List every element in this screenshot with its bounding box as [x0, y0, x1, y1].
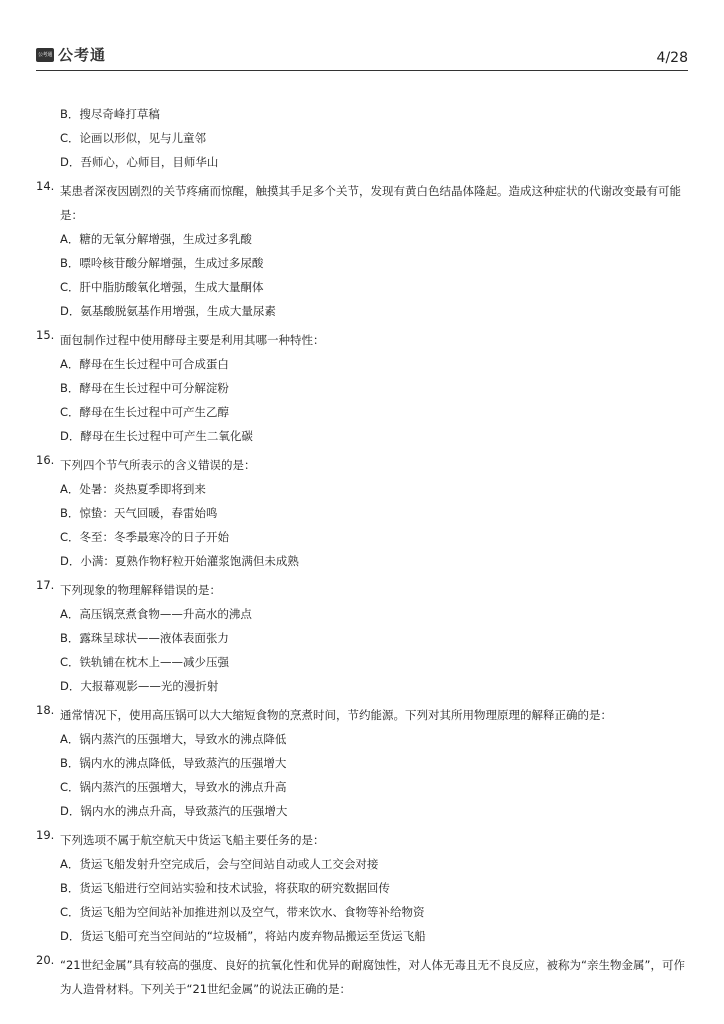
page-number: 4/28 [656, 50, 688, 66]
option-d: D．吾师心，心师目，目师华山 [60, 155, 219, 169]
option-a: A．锅内蒸汽的压强增大，导致水的沸点降低 [60, 732, 287, 746]
question-19 [36, 828, 694, 948]
logo-badge-icon: 公考通 [36, 48, 54, 62]
question-17 [36, 578, 694, 698]
option-c: C．铁轨铺在枕木上——减少压强 [60, 655, 230, 669]
option-c: C．锅内蒸汽的压强增大，导致水的沸点升高 [60, 780, 287, 794]
question-15 [36, 328, 694, 448]
question-stem [36, 828, 694, 852]
question-number: 19. [36, 828, 55, 842]
option-a: A．货运飞船发射升空完成后，会与空间站自动或人工交会对接 [60, 857, 379, 871]
question-16 [36, 453, 694, 573]
option-b: B．露珠呈球状——液体表面张力 [60, 631, 229, 645]
option-b: B．锅内水的沸点降低，导致蒸汽的压强增大 [60, 756, 287, 770]
option-c: C．肝中脂肪酸氧化增强，生成大量酮体 [60, 280, 264, 294]
option-a: A．糖的无氧分解增强，生成过多乳酸 [60, 232, 252, 246]
option-b: B．搜尽奇峰打草稿 [60, 107, 160, 121]
option-d: D．氨基酸脱氨基作用增强，生成大量尿素 [60, 304, 276, 318]
question-text: 通常情况下，使用高压锅可以大大缩短食物的烹煮时间，节约能源。下列对其所用物理原理的解释正确的是： [60, 708, 612, 722]
question-text: “21世纪金属”具有较高的强度、良好的抗氧化性和优异的耐腐蚀性，对人体无毒且无不良反应，被称为“亲生物金属”，可作为人造骨材料。下列关于“21世纪金属”的说法正确的是： [60, 958, 685, 996]
option-b: B．货运飞船进行空间站实验和技术试验，将获取的研究数据回传 [60, 881, 390, 895]
option-b: B．惊蛰：天气回暖，春雷始鸣 [60, 506, 218, 520]
question-stem [36, 703, 694, 727]
option-d: D．小满：夏熟作物籽粒开始灌浆饱满但未成熟 [60, 554, 299, 568]
question-number: 16. [36, 453, 55, 467]
question-20 [36, 953, 694, 1001]
question-number: 18. [36, 703, 55, 717]
option-c: C．货运飞船为空间站补加推进剂以及空气，带来饮水、食物等补给物资 [60, 905, 425, 919]
option-d: D．酵母在生长过程中可产生二氧化碳 [60, 429, 253, 443]
option-a: A．高压锅烹煮食物——升高水的沸点 [60, 607, 252, 621]
page-header [36, 44, 688, 71]
question-number: 15. [36, 328, 55, 342]
question-number: 14. [36, 179, 55, 193]
option-d: D．货运飞船可充当空间站的“垃圾桶”，将站内废弃物品搬运至货运飞船 [60, 929, 426, 943]
logo-text: 公考通 [58, 46, 107, 64]
question-number: 20. [36, 953, 55, 967]
question-number: 17. [36, 578, 55, 592]
option-b: B．酵母在生长过程中可分解淀粉 [60, 381, 229, 395]
question-14 [36, 179, 694, 323]
question-text: 某患者深夜因剧烈的关节疼痛而惊醒，触摸其手足多个关节，发现有黄白色结晶体隆起。造成这种症状的代谢改变最有可能是： [60, 184, 681, 222]
option-d: D．大报幕观影——光的漫折射 [60, 679, 219, 693]
option-d: D．锅内水的沸点升高，导致蒸汽的压强增大 [60, 804, 288, 818]
question-stem [36, 453, 694, 477]
question-stem [36, 578, 694, 602]
option-c: C．酵母在生长过程中可产生乙醇 [60, 405, 230, 419]
question-text: 下列现象的物理解释错误的是： [60, 583, 221, 597]
question-text: 下列选项不属于航空航天中货运飞船主要任务的是： [60, 833, 325, 847]
question-text: 下列四个节气所表示的含义错误的是： [60, 458, 256, 472]
option-a: A．处暑：炎热夏季即将到来 [60, 482, 206, 496]
brand-logo [36, 44, 106, 65]
question-13-options [36, 102, 694, 174]
question-stem [36, 953, 694, 1001]
option-b: B．嘌呤核苷酸分解增强，生成过多尿酸 [60, 256, 264, 270]
option-c: C．冬至：冬季最寒冷的日子开始 [60, 530, 230, 544]
question-stem [36, 328, 694, 352]
option-c: C．论画以形似，见与儿童邻 [60, 131, 207, 145]
question-text: 面包制作过程中使用酵母主要是利用其哪一种特性： [60, 333, 325, 347]
question-stem [36, 179, 694, 227]
option-a: A．酵母在生长过程中可合成蛋白 [60, 357, 229, 371]
question-list [36, 102, 694, 1001]
question-18 [36, 703, 694, 823]
